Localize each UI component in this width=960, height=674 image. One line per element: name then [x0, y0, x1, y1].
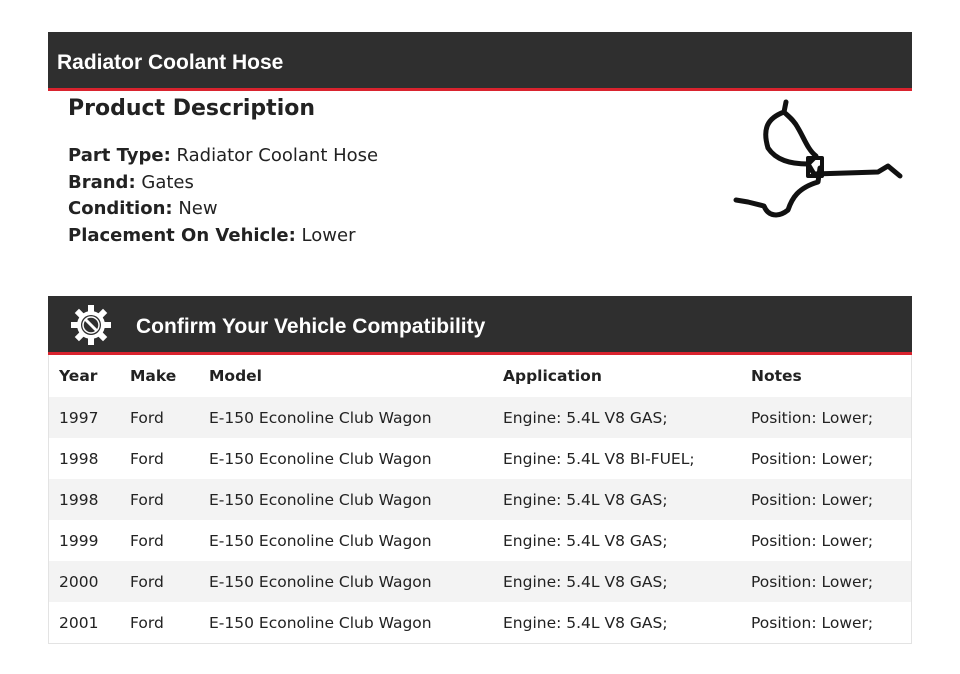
- cell-model: E-150 Econoline Club Wagon: [209, 613, 432, 632]
- column-header-make: Make: [130, 367, 177, 385]
- column-header-notes: Notes: [751, 367, 802, 385]
- cell-year: 2001: [59, 613, 99, 632]
- field-placement: [68, 223, 378, 250]
- cell-application: Engine: 5.4L V8 GAS;: [503, 408, 668, 427]
- table-row: [49, 561, 912, 602]
- field-label: Brand:: [68, 171, 136, 193]
- table-row: [49, 397, 912, 438]
- product-description: [68, 96, 378, 249]
- cell-make: Ford: [130, 490, 164, 509]
- field-value: Gates: [141, 171, 194, 193]
- cell-model: E-150 Econoline Club Wagon: [209, 572, 432, 591]
- table-row: [49, 438, 912, 479]
- table-row: [49, 479, 912, 520]
- field-condition: [68, 196, 378, 223]
- gear-logo-icon: [70, 304, 112, 346]
- field-label: Part Type:: [68, 145, 171, 166]
- field-brand: [68, 170, 378, 197]
- cell-year: 1998: [59, 449, 99, 468]
- cell-make: Ford: [130, 572, 164, 591]
- cell-model: E-150 Econoline Club Wagon: [209, 408, 432, 427]
- cell-notes: Position: Lower;: [751, 572, 874, 591]
- cell-notes: Position: Lower;: [751, 408, 874, 427]
- cell-make: Ford: [130, 613, 164, 632]
- column-header-year: Year: [59, 367, 98, 385]
- cell-application: Engine: 5.4L V8 GAS;: [503, 613, 668, 632]
- product-title-bar: [48, 32, 912, 91]
- cell-notes: Position: Lower;: [751, 613, 874, 632]
- cell-year: 1997: [59, 408, 99, 427]
- cell-make: Ford: [130, 449, 164, 468]
- cell-model: E-150 Econoline Club Wagon: [209, 490, 432, 509]
- compatibility-title: Confirm Your Vehicle Compatibility: [136, 315, 486, 338]
- table-header-row: [49, 355, 912, 397]
- cell-notes: Position: Lower;: [751, 531, 874, 550]
- field-part-type: [68, 143, 378, 170]
- table-row: [49, 520, 912, 561]
- cell-notes: Position: Lower;: [751, 449, 874, 468]
- cell-year: 1999: [59, 531, 99, 550]
- cell-application: Engine: 5.4L V8 GAS;: [503, 531, 668, 550]
- field-value: Lower: [301, 224, 356, 246]
- field-value: New: [178, 198, 218, 219]
- cell-application: Engine: 5.4L V8 BI-FUEL;: [503, 449, 695, 468]
- field-label: Placement On Vehicle:: [68, 224, 296, 246]
- cell-application: Engine: 5.4L V8 GAS;: [503, 490, 668, 509]
- cell-application: Engine: 5.4L V8 GAS;: [503, 572, 668, 591]
- field-value: Radiator Coolant Hose: [176, 145, 379, 166]
- column-header-model: Model: [209, 367, 262, 385]
- cell-notes: Position: Lower;: [751, 490, 874, 509]
- cell-model: E-150 Econoline Club Wagon: [209, 449, 432, 468]
- compatibility-bar: [48, 296, 912, 355]
- compatibility-table: [48, 355, 912, 644]
- table-row: [49, 602, 912, 644]
- cell-year: 2000: [59, 572, 99, 591]
- product-title: Radiator Coolant Hose: [57, 51, 284, 74]
- column-header-application: Application: [503, 367, 602, 385]
- cell-year: 1998: [59, 490, 99, 509]
- cell-make: Ford: [130, 408, 164, 427]
- hose-product-image: [728, 98, 908, 218]
- cell-model: E-150 Econoline Club Wagon: [209, 531, 432, 550]
- cell-make: Ford: [130, 531, 164, 550]
- description-heading: Product Description: [68, 96, 316, 121]
- field-label: Condition:: [68, 198, 173, 219]
